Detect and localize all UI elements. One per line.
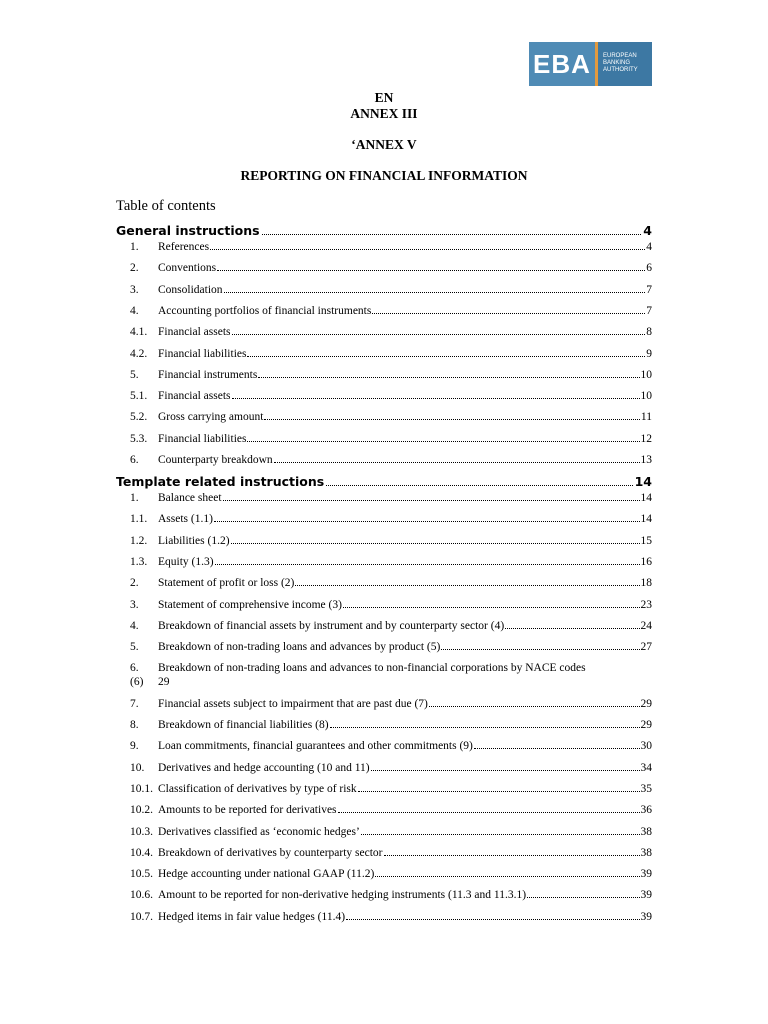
entry-number: 1. bbox=[130, 241, 139, 253]
entry-number: 5.1. bbox=[130, 390, 148, 403]
entry-number: 1.1. bbox=[130, 513, 148, 526]
entry-page-number: 18 bbox=[640, 577, 652, 590]
entry-page-number: 30 bbox=[640, 740, 652, 753]
dot-leader bbox=[223, 500, 640, 501]
entry-page-number: 29 bbox=[640, 697, 652, 710]
toc-entry[interactable] bbox=[130, 491, 652, 505]
entry-number: 7. bbox=[130, 697, 139, 710]
entry-page-number: 7 bbox=[646, 283, 652, 296]
entry-title: Financial assets bbox=[158, 390, 231, 403]
dot-leader bbox=[527, 897, 639, 898]
entry-title: Conventions bbox=[158, 262, 217, 275]
entry-number: 6. bbox=[130, 662, 139, 675]
dot-leader bbox=[258, 377, 639, 378]
entry-page-number: 10 bbox=[640, 368, 652, 381]
logo-line-2: BANKING bbox=[603, 60, 631, 66]
entry-page-number: 11 bbox=[640, 411, 652, 424]
entry-number: 4. bbox=[130, 304, 139, 317]
dot-leader bbox=[232, 398, 640, 399]
entry-title: Financial liabilities bbox=[158, 432, 247, 445]
entry-title: Amounts to be reported for derivatives bbox=[158, 804, 337, 817]
dot-leader bbox=[262, 234, 642, 235]
entry-title: Breakdown of financial liabilities (8) bbox=[158, 719, 329, 731]
toc-entry[interactable] bbox=[130, 739, 652, 753]
dot-leader bbox=[429, 706, 640, 707]
toc-entry[interactable] bbox=[130, 453, 652, 467]
entry-number: 10.7. bbox=[130, 910, 153, 923]
dot-leader bbox=[474, 748, 640, 749]
toc-entry[interactable] bbox=[130, 598, 652, 612]
dot-leader bbox=[372, 313, 645, 314]
dot-leader bbox=[330, 727, 640, 728]
toc-entry[interactable] bbox=[130, 555, 652, 569]
section-page-number: 4 bbox=[643, 223, 652, 238]
dot-leader bbox=[505, 628, 639, 629]
toc-entry[interactable] bbox=[130, 240, 652, 254]
entry-page-number: 35 bbox=[640, 782, 652, 795]
entry-number: 2. bbox=[130, 262, 139, 275]
entry-number: 8. bbox=[130, 719, 139, 731]
entry-number: 5. bbox=[130, 368, 139, 381]
entry-page-number: 8 bbox=[646, 326, 652, 339]
entry-page-number: 23 bbox=[640, 598, 652, 611]
toc-entry[interactable] bbox=[130, 261, 652, 275]
entry-page-number: 27 bbox=[640, 641, 652, 654]
dot-leader bbox=[217, 270, 645, 271]
entry-title: Statement of comprehensive income (3) bbox=[158, 598, 342, 611]
toc-entry[interactable] bbox=[130, 782, 652, 796]
annex-heading: ANNEX III bbox=[350, 106, 418, 121]
entry-number: 3. bbox=[130, 598, 139, 611]
toc-entry[interactable] bbox=[130, 846, 652, 860]
entry-number: 5.2. bbox=[130, 411, 148, 424]
eba-logo bbox=[529, 42, 652, 86]
entry-page-number: 39 bbox=[640, 889, 652, 902]
entry-number: 10. bbox=[130, 761, 145, 774]
entry-title: Accounting portfolios of financial instruments bbox=[158, 304, 372, 317]
dot-leader bbox=[441, 649, 639, 650]
toc-entry[interactable] bbox=[130, 347, 652, 361]
entry-title: Financial assets subject to impairment that are past due (7) bbox=[158, 697, 428, 710]
entry-title: Equity (1.3) bbox=[158, 555, 214, 568]
entry-title: Gross carrying amount bbox=[158, 411, 264, 424]
dot-leader bbox=[224, 292, 646, 293]
dot-leader bbox=[214, 521, 640, 522]
entry-page-number: 6 bbox=[646, 262, 652, 275]
toc-entry[interactable] bbox=[130, 803, 652, 817]
entry-page-number: 10 bbox=[640, 390, 652, 403]
entry-title: Hedge accounting under national GAAP (11.2) bbox=[158, 868, 375, 881]
dot-leader bbox=[375, 876, 639, 877]
entry-page-number: 36 bbox=[640, 804, 652, 817]
logo-wordmark bbox=[598, 42, 652, 86]
entry-number: 4.1. bbox=[130, 326, 148, 339]
entry-number: 5.3. bbox=[130, 432, 148, 445]
entry-line bbox=[130, 675, 652, 689]
entry-number: 2. bbox=[130, 577, 139, 590]
entry-number: 4.2. bbox=[130, 347, 148, 360]
entry-title: Classification of derivatives by type of risk bbox=[158, 782, 357, 795]
toc-section-heading[interactable] bbox=[116, 474, 652, 489]
entry-title: Consolidation bbox=[158, 283, 223, 296]
dot-leader bbox=[295, 585, 639, 586]
dot-leader bbox=[326, 485, 632, 486]
dot-leader bbox=[274, 462, 640, 463]
entry-page-number: 34 bbox=[640, 761, 652, 774]
toc-entry[interactable] bbox=[130, 368, 652, 382]
entry-title: Breakdown of financial assets by instrument and by counterparty sector (4) bbox=[158, 619, 505, 632]
toc-entry[interactable] bbox=[130, 718, 652, 732]
dot-leader bbox=[346, 919, 639, 920]
toc-entry[interactable] bbox=[130, 512, 652, 526]
entry-title: Counterparty breakdown bbox=[158, 454, 273, 466]
logo-line-1: EUROPEAN bbox=[603, 53, 637, 59]
entry-page-number: 12 bbox=[640, 432, 652, 445]
toc-entry[interactable] bbox=[130, 888, 652, 902]
toc-entry[interactable] bbox=[130, 283, 652, 297]
entry-page-number: 24 bbox=[640, 619, 652, 632]
entry-page-number: 14 bbox=[640, 492, 652, 504]
dot-leader bbox=[361, 834, 640, 835]
dot-leader bbox=[264, 419, 640, 420]
entry-line bbox=[130, 661, 652, 675]
dot-leader bbox=[343, 607, 640, 608]
dot-leader bbox=[247, 441, 639, 442]
entry-number: 10.2. bbox=[130, 804, 153, 817]
toc-entry[interactable] bbox=[130, 910, 652, 924]
toc-title: Table of contents bbox=[116, 198, 216, 214]
sub-annex-heading: ‘ANNEX V bbox=[351, 137, 417, 152]
toc-entry[interactable] bbox=[130, 432, 652, 446]
toc-entry[interactable] bbox=[130, 661, 652, 689]
toc-entry[interactable] bbox=[130, 410, 652, 424]
entry-page-number: 9 bbox=[646, 347, 652, 360]
entry-number-cont: (6) bbox=[130, 676, 144, 689]
entry-number: 1.3. bbox=[130, 555, 148, 568]
entry-title: Statement of profit or loss (2) bbox=[158, 577, 295, 590]
entry-number: 10.5. bbox=[130, 868, 153, 881]
toc-entry[interactable] bbox=[130, 325, 652, 339]
section-title: General instructions bbox=[116, 223, 260, 238]
entry-title: Hedged items in fair value hedges (11.4) bbox=[158, 910, 346, 923]
toc-entry[interactable] bbox=[130, 534, 652, 548]
entry-title: Liabilities (1.2) bbox=[158, 534, 230, 547]
dot-leader bbox=[384, 855, 640, 856]
entry-page-number: 16 bbox=[640, 555, 652, 568]
entry-number: 9. bbox=[130, 740, 139, 753]
toc-entry[interactable] bbox=[130, 640, 652, 654]
entry-number: 3. bbox=[130, 283, 139, 296]
toc-entry[interactable] bbox=[130, 619, 652, 633]
section-page-number: 14 bbox=[634, 474, 652, 489]
toc-entry[interactable] bbox=[130, 825, 652, 839]
entry-number: 1.2. bbox=[130, 534, 148, 547]
dot-leader bbox=[247, 356, 645, 357]
entry-page-number: 14 bbox=[640, 513, 652, 526]
entry-page-number: 29 bbox=[640, 719, 652, 731]
entry-number: 10.1. bbox=[130, 782, 153, 795]
entry-page-number: 15 bbox=[640, 534, 652, 547]
entry-title: Financial instruments bbox=[158, 368, 258, 381]
entry-title: Financial liabilities bbox=[158, 347, 247, 360]
toc-entry[interactable] bbox=[130, 304, 652, 318]
entry-title: Amount to be reported for non-derivative hedging instruments (11.3 and 11.3.1) bbox=[158, 889, 527, 902]
entry-page-number: 38 bbox=[640, 846, 652, 859]
entry-title: Loan commitments, financial guarantees and other commitments (9) bbox=[158, 740, 473, 753]
logo-line-3: AUTHORITY bbox=[603, 67, 638, 73]
entry-page-number: 39 bbox=[640, 910, 652, 923]
entry-title: References bbox=[158, 241, 210, 253]
entry-title: Derivatives classified as ‘economic hedges’ bbox=[158, 825, 360, 838]
entry-number: 10.4. bbox=[130, 846, 153, 859]
toc-section-heading[interactable] bbox=[116, 223, 652, 238]
toc-entry[interactable] bbox=[130, 576, 652, 590]
entry-number: 10.6. bbox=[130, 889, 153, 902]
logo-mark: EBA bbox=[529, 42, 595, 86]
entry-number: 4. bbox=[130, 619, 139, 632]
entry-page-number: 4 bbox=[646, 241, 652, 253]
entry-title: Balance sheet bbox=[158, 492, 222, 504]
entry-number: 1. bbox=[130, 492, 139, 504]
toc-entry[interactable] bbox=[130, 761, 652, 775]
entry-page-number: 39 bbox=[640, 868, 652, 881]
language-code: EN bbox=[374, 90, 394, 105]
entry-number: 5. bbox=[130, 641, 139, 654]
entry-page-number: 38 bbox=[640, 825, 652, 838]
entry-title: Financial assets bbox=[158, 326, 231, 339]
toc-entry[interactable] bbox=[130, 389, 652, 403]
dot-leader bbox=[358, 791, 640, 792]
entry-page-number: 13 bbox=[640, 454, 652, 466]
entry-number: 10.3. bbox=[130, 825, 153, 838]
dot-leader bbox=[210, 249, 645, 250]
section-title: Template related instructions bbox=[116, 474, 325, 489]
dot-leader bbox=[338, 812, 640, 813]
entry-title: Breakdown of non-trading loans and advances to non-financial corporations by NACE codes bbox=[158, 662, 586, 675]
toc-entry[interactable] bbox=[130, 697, 652, 711]
entry-number: 6. bbox=[130, 454, 139, 466]
dot-leader bbox=[231, 543, 640, 544]
document-title: REPORTING ON FINANCIAL INFORMATION bbox=[240, 168, 528, 183]
dot-leader bbox=[215, 564, 640, 565]
entry-title: Breakdown of derivatives by counterparty sector bbox=[158, 846, 383, 859]
entry-page-number: 7 bbox=[646, 304, 652, 317]
entry-title: Assets (1.1) bbox=[158, 513, 213, 526]
toc-entry[interactable] bbox=[130, 867, 652, 881]
entry-page-cont: 29 bbox=[158, 676, 170, 689]
dot-leader bbox=[371, 770, 640, 771]
entry-title: Breakdown of non-trading loans and advances by product (5) bbox=[158, 641, 441, 654]
entry-title: Derivatives and hedge accounting (10 and 11) bbox=[158, 761, 370, 774]
dot-leader bbox=[232, 334, 646, 335]
